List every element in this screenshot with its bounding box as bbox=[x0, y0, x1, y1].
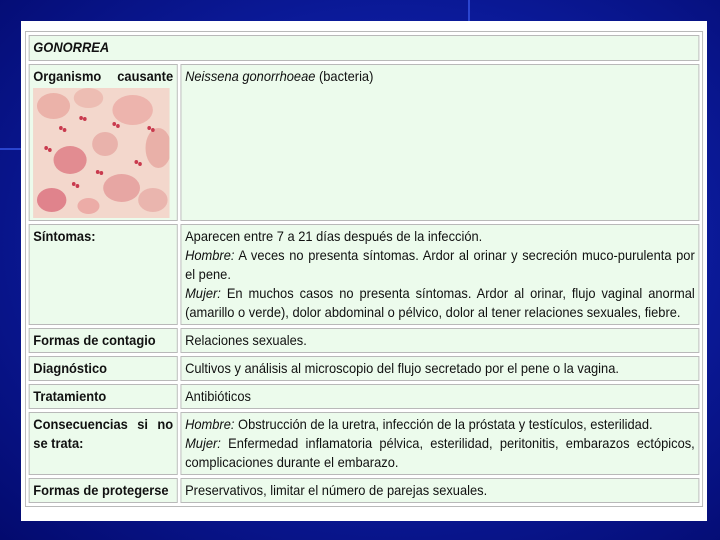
label-proteger: Formas de protegerse bbox=[29, 478, 178, 503]
content-tratamiento: Antibióticos bbox=[180, 384, 699, 409]
lead-hombre: Hombre: bbox=[185, 247, 235, 263]
content-proteger: Preservativos, limitar el número de parejas sexuales. bbox=[180, 478, 699, 503]
label-organismo: Organismo bbox=[33, 68, 102, 84]
table-row bbox=[29, 64, 700, 221]
sintomas-mujer bbox=[185, 284, 695, 322]
row-content-organismo bbox=[180, 64, 699, 221]
table-row bbox=[29, 478, 700, 503]
text-hombre: Obstrucción de la uretra, infección de la próstata y testículos, esterilidad. bbox=[234, 416, 653, 432]
text-mujer: En muchos casos no presenta síntomas. Ardor al orinar, flujo vaginal anormal (amarillo o verde), dolor abdominal o pélvico, dolor al tener relaciones sexuales, fiebre. bbox=[185, 285, 695, 320]
label-sintomas: Síntomas: bbox=[29, 224, 178, 325]
species-suffix: (bacteria) bbox=[315, 68, 374, 84]
table-row bbox=[29, 384, 700, 409]
consecuencias-mujer bbox=[185, 434, 695, 472]
slide-card bbox=[21, 21, 707, 521]
row-label-organismo bbox=[29, 64, 178, 221]
microscope-image-icon bbox=[33, 88, 169, 218]
lead-mujer: Mujer: bbox=[185, 435, 221, 451]
table-row bbox=[29, 356, 700, 381]
table-title: GONORREA bbox=[29, 35, 700, 61]
lead-hombre: Hombre: bbox=[185, 416, 235, 432]
table-row bbox=[29, 224, 700, 325]
row-content-consecuencias bbox=[180, 412, 699, 475]
table-row bbox=[29, 328, 700, 353]
label-consecuencias: Consecuencias si no se trata: bbox=[29, 412, 178, 475]
sintomas-line: Aparecen entre 7 a 21 días después de la infección. bbox=[185, 228, 483, 244]
bacteria-micrograph-icon bbox=[33, 88, 169, 218]
consecuencias-hombre bbox=[185, 415, 695, 434]
label-diagnostico: Diagnóstico bbox=[29, 356, 178, 381]
species-name: Neissena gonorrhoeae bbox=[185, 68, 316, 84]
table-row bbox=[29, 412, 700, 475]
label-causante: causante bbox=[117, 68, 174, 84]
lead-mujer: Mujer: bbox=[185, 285, 221, 301]
row-content-sintomas bbox=[180, 224, 699, 325]
label-tratamiento: Tratamiento bbox=[29, 384, 178, 409]
label-formas-contagio: Formas de contagio bbox=[29, 328, 178, 353]
content-formas-contagio: Relaciones sexuales. bbox=[180, 328, 699, 353]
info-table bbox=[25, 31, 703, 507]
content-diagnostico: Cultivos y análisis al microscopio del flujo secretado por el pene o la vagina. bbox=[180, 356, 699, 381]
table-row bbox=[29, 35, 700, 61]
sintomas-hombre bbox=[185, 246, 695, 284]
text-mujer: Enfermedad inflamatoria pélvica, esterilidad, peritonitis, embarazos ectópicos, complicaciones durante el embarazo. bbox=[185, 435, 695, 470]
text-hombre: A veces no presenta síntomas. Ardor al orinar y secreción muco-purulenta por el pene. bbox=[185, 247, 695, 282]
